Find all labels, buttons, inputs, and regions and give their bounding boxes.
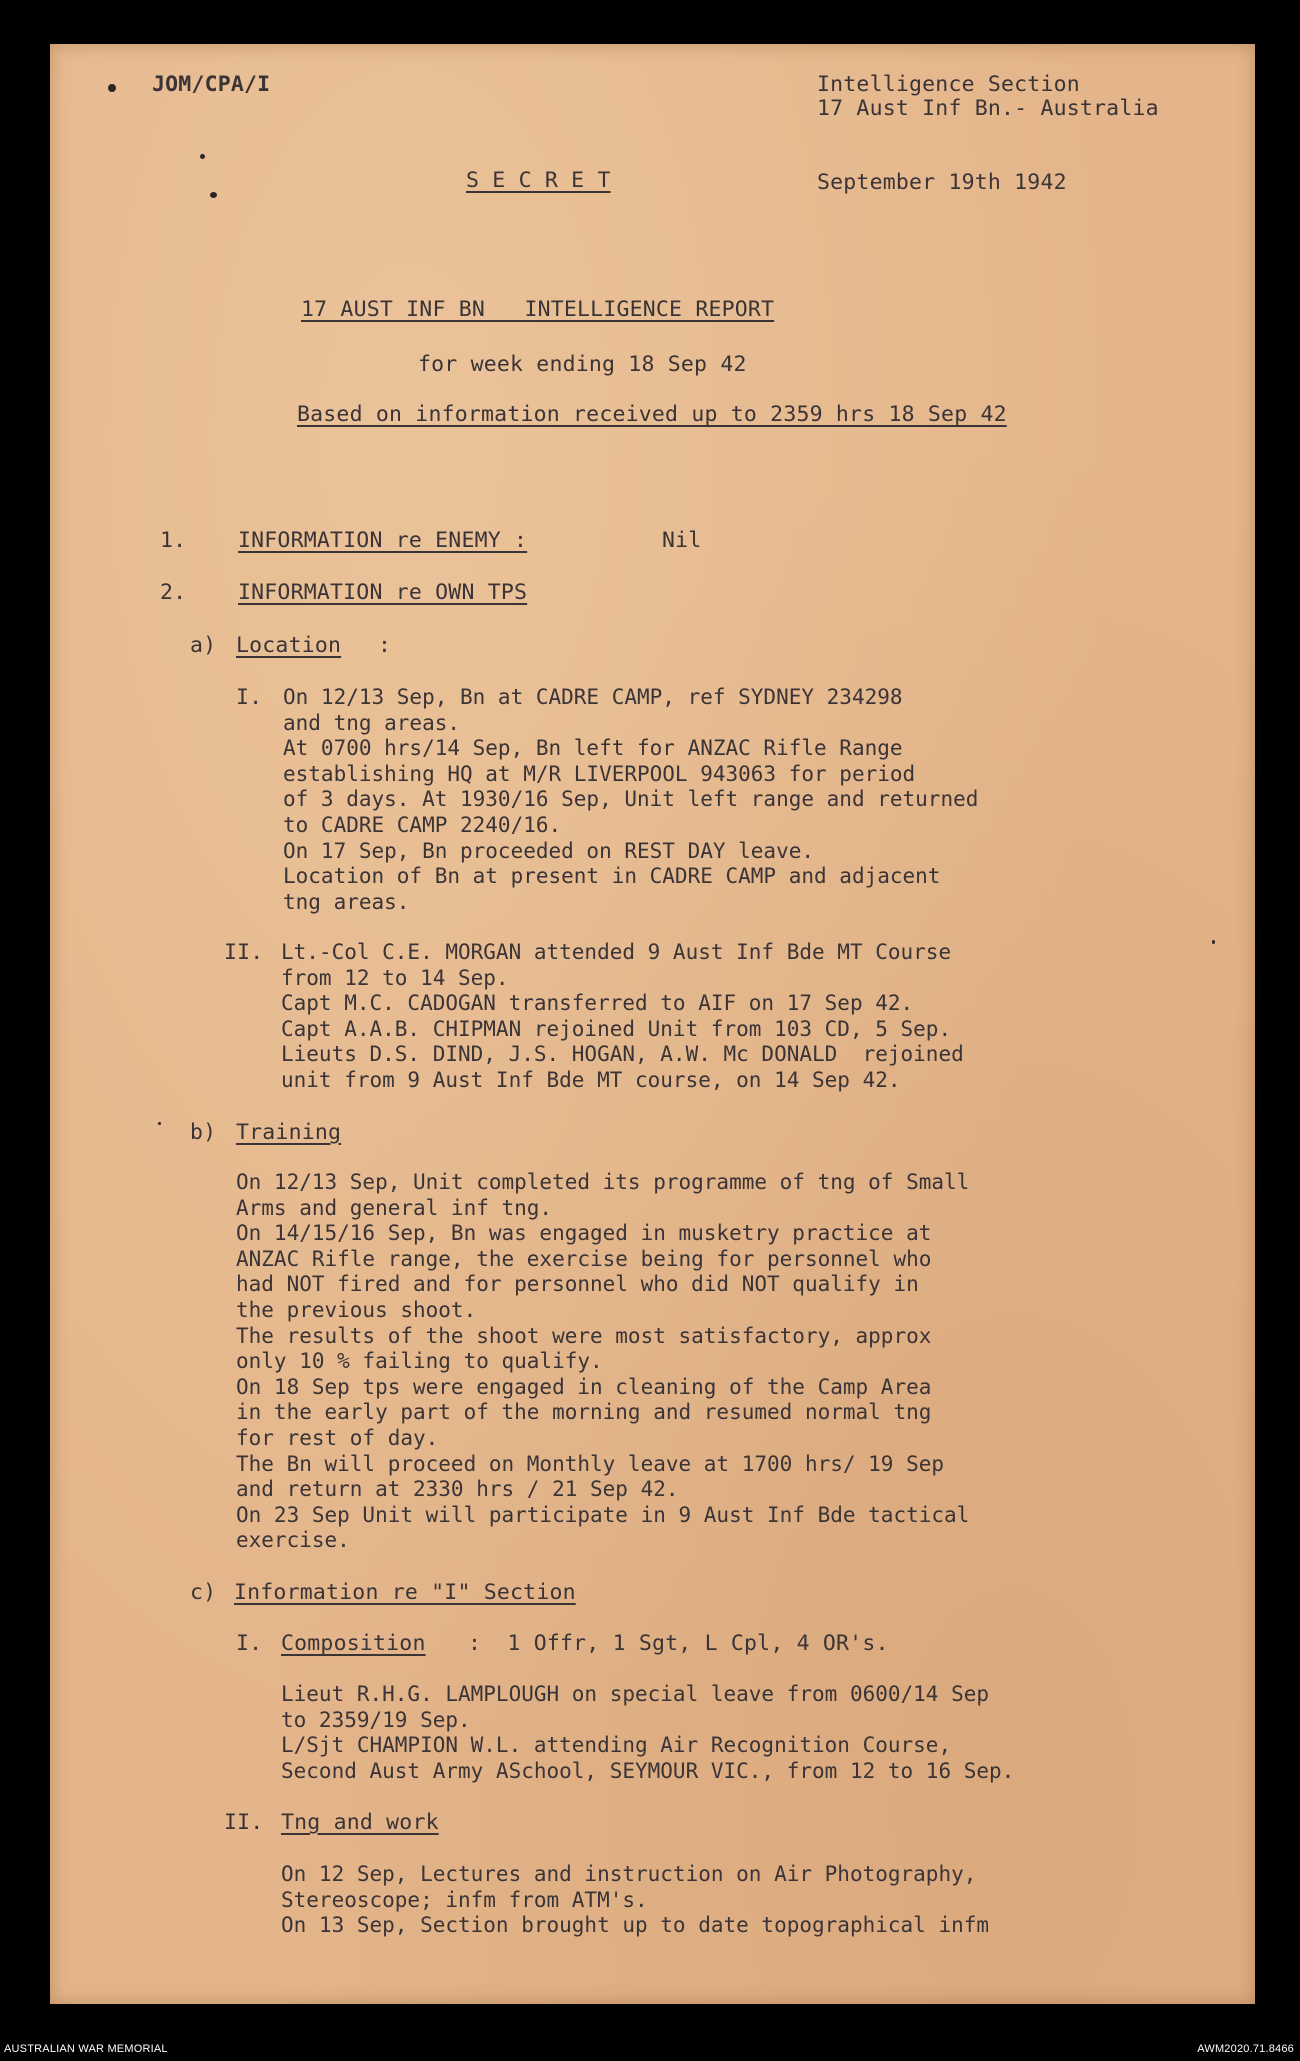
section-2-heading: INFORMATION re OWN TPS <box>238 580 528 605</box>
subsection-c-item-II-heading: Tng and work <box>281 1810 439 1835</box>
classification-stamp: S E C R E T <box>466 168 611 193</box>
subsection-c-item-II-text: On 12 Sep, Lectures and instruction on Air Photography, Stereoscope; infm from ATM's. On 13 Sep, Section brought up to date topographical infm <box>281 1862 990 1938</box>
ink-speck <box>108 84 116 92</box>
report-basis: Based on information received up to 2359 hrs 18 Sep 42 <box>297 402 1007 427</box>
subsection-a-label: a) <box>190 633 217 658</box>
sender-unit-line-1: Intelligence Section <box>817 72 1080 97</box>
report-subtitle: for week ending 18 Sep 42 <box>418 352 747 377</box>
subsection-b-label: b) <box>190 1120 217 1145</box>
document-date: September 19th 1942 <box>817 170 1067 195</box>
document-reference: JOM/CPA/I <box>152 72 271 97</box>
subsection-a-item-II-text: Lt.-Col C.E. MORGAN attended 9 Aust Inf Bde MT Course from 12 to 14 Sep. Capt M.C. CADOGAN transferred to AIF on 17 Sep 42. Capt A.A.B. CHIPMAN rejoined Unit from 103 CD, 5 Sep. Lieuts D.S. DIND, J.S. HOGAN, A.W. Mc DONALD rejoined unit from 9 Aust Inf Bde MT course, on 14 Sep 42. <box>281 940 964 1092</box>
sender-unit-line-2: 17 Aust Inf Bn.- Australia <box>817 96 1159 121</box>
subsection-a-heading: Location <box>236 633 342 658</box>
subsection-c-item-II-number: II. <box>224 1810 264 1835</box>
subsection-a-item-I-number: I. <box>236 685 263 710</box>
ink-speck <box>210 192 217 198</box>
subsection-c-heading: Information re "I" Section <box>234 1580 576 1605</box>
footer-accession-number: AWM2020.71.8466 <box>1197 2043 1294 2055</box>
subsection-a-colon: : <box>378 633 392 658</box>
report-title: 17 AUST INF BN INTELLIGENCE REPORT <box>301 297 775 322</box>
subsection-c-label: c) <box>190 1580 217 1605</box>
section-1-heading: INFORMATION re ENEMY : <box>238 528 528 553</box>
subsection-c-item-I-value: : 1 Offr, 1 Sgt, L Cpl, 4 OR's. <box>468 1631 889 1656</box>
section-2-number: 2. <box>160 580 187 605</box>
footer-archive-name: AUSTRALIAN WAR MEMORIAL <box>4 2043 168 2055</box>
subsection-a-item-II-number: II. <box>224 940 264 965</box>
subsection-c-item-I-heading: Composition <box>281 1631 426 1656</box>
subsection-b-text: On 12/13 Sep, Unit completed its programme of tng of Small Arms and general inf tng. On 14/15/16 Sep, Bn was engaged in musketry practice at ANZAC Rifle range, the exercise being for personnel who had NOT fired and for personnel who did NOT qualify in the previous shoot. The results of the shoot were most satisfactory, approx only 10 % failing to qualify. On 18 Sep tps were engaged in cleaning of the Camp Area in the early part of the morning and resumed normal tng for rest of day. The Bn will proceed on Monthly leave at 1700 hrs/ 19 Sep and return at 2330 hrs / 21 Sep 42. On 23 Sep Unit will participate in 9 Aust Inf Bde tactical exercise. <box>236 1170 970 1553</box>
ink-speck <box>158 1122 161 1125</box>
subsection-b-heading: Training <box>236 1120 342 1145</box>
subsection-a-item-I-text: On 12/13 Sep, Bn at CADRE CAMP, ref SYDNEY 234298 and tng areas. At 0700 hrs/14 Sep, Bn left for ANZAC Rifle Range establishing HQ at M/R LIVERPOOL 943063 for period of 3 days. At 1930/16 Sep, Unit left range and returned to CADRE CAMP 2240/16. On 17 Sep, Bn proceeded on REST DAY leave. Location of Bn at present in CADRE CAMP and adjacent tng areas. <box>283 685 979 914</box>
section-1-value: Nil <box>662 528 702 553</box>
subsection-c-item-I-number: I. <box>236 1631 263 1656</box>
ink-speck <box>1212 940 1215 944</box>
subsection-c-item-I-text: Lieut R.H.G. LAMPLOUGH on special leave from 0600/14 Sep to 2359/19 Sep. L/Sjt CHAMPION W.L. attending Air Recognition Course, Second Aust Army ASchool, SEYMOUR VIC., from 12 to 16 Sep. <box>281 1682 1015 1783</box>
section-1-number: 1. <box>160 528 187 553</box>
ink-speck <box>200 154 205 159</box>
